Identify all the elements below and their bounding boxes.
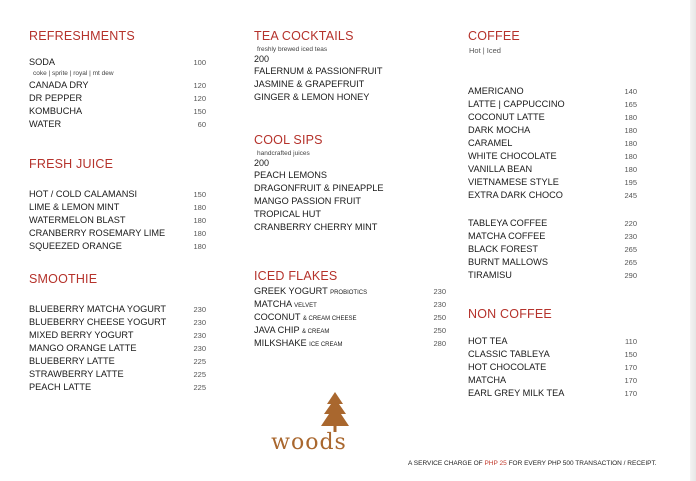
menu-item: CLASSIC TABLEYA 150 — [468, 349, 637, 359]
menu-item: MILKSHAKE ICE CREAM 280 — [254, 338, 446, 348]
group-price: 200 — [254, 54, 270, 64]
section-non-coffee — [468, 307, 637, 400]
menu-item: DR PEPPER 120 — [29, 93, 206, 103]
menu-item: TIRAMISU 290 — [468, 270, 637, 280]
menu-item: PEACH LATTE 225 — [29, 382, 206, 392]
menu-item: DRAGONFRUIT & PINEAPPLE — [254, 183, 384, 193]
menu-item: FALERNUM & PASSIONFRUIT — [254, 66, 383, 76]
menu-item: HOT / COLD CALAMANSI 150 — [29, 189, 206, 199]
menu-item: MANGO PASSION FRUIT — [254, 196, 362, 206]
menu-item: MATCHA VELVET 230 — [254, 299, 446, 309]
menu-item: BLUEBERRY MATCHA YOGURT 230 — [29, 304, 206, 314]
menu-item: DARK MOCHA 180 — [468, 125, 637, 135]
menu-item: BLUEBERRY LATTE 225 — [29, 356, 206, 366]
menu-item: JASMINE & GRAPEFRUIT — [254, 79, 365, 89]
menu-item: GINGER & LEMON HONEY — [254, 92, 370, 102]
section-iced-flakes — [254, 269, 446, 350]
menu-item: VANILLA BEAN 180 — [468, 164, 637, 174]
section-title: SMOOTHIE — [29, 272, 98, 286]
menu-item: COCONUT & CREAM CHEESE 250 — [254, 312, 446, 322]
section-tea-cocktails — [254, 29, 446, 104]
menu-item: CARAMEL 180 — [468, 138, 637, 148]
section-title: COOL SIPS — [254, 133, 323, 147]
section-refreshments — [29, 29, 206, 131]
section-cool-sips — [254, 133, 446, 234]
section-title: NON COFFEE — [468, 307, 552, 321]
menu-item: CRANBERRY CHERRY MINT — [254, 222, 378, 232]
menu-item: TABLEYA COFFEE 220 — [468, 218, 637, 228]
menu-item: LATTE | CAPPUCCINO 165 — [468, 99, 637, 109]
menu-item: WATERMELON BLAST 180 — [29, 215, 206, 225]
menu-item: WHITE CHOCOLATE 180 — [468, 151, 637, 161]
menu-item: LIME & LEMON MINT 180 — [29, 202, 206, 212]
section-subtitle: Hot | Iced — [469, 46, 501, 55]
pine-tree-moon-icon — [263, 390, 355, 434]
menu-item: MATCHA 170 — [468, 375, 637, 385]
section-title: FRESH JUICE — [29, 157, 114, 171]
menu-item: AMERICANO 140 — [468, 86, 637, 96]
menu-item: GREEK YOGURT PROBIOTICS 230 — [254, 286, 446, 296]
section-subtitle: freshly brewed iced teas — [257, 46, 328, 53]
menu-item: SQUEEZED ORANGE 180 — [29, 241, 206, 251]
menu-item: STRAWBERRY LATTE 225 — [29, 369, 206, 379]
menu-item: KOMBUCHA 150 — [29, 106, 206, 116]
section-title: REFRESHMENTS — [29, 29, 135, 43]
menu-item: PEACH LEMONS — [254, 170, 328, 180]
section-fresh-juice — [29, 157, 206, 253]
menu-item: BLUEBERRY CHEESE YOGURT 230 — [29, 317, 206, 327]
section-smoothie — [29, 272, 206, 394]
menu-item: CRANBERRY ROSEMARY LIME 180 — [29, 228, 206, 238]
logo-wordmark: woods — [271, 430, 347, 455]
menu-item: CANADA DRY 120 — [29, 80, 206, 90]
menu-item: MANGO ORANGE LATTE 230 — [29, 343, 206, 353]
menu-item: EXTRA DARK CHOCO 245 — [468, 190, 637, 200]
menu-item: HOT TEA 110 — [468, 336, 637, 346]
menu-item: BURNT MALLOWS 265 — [468, 257, 637, 267]
menu-item: MATCHA COFFEE 230 — [468, 231, 637, 241]
section-subtitle: handcrafted juices — [257, 150, 310, 157]
page-edge — [690, 0, 696, 481]
menu-item: WATER 60 — [29, 119, 206, 129]
menu-item: COCONUT LATTE 180 — [468, 112, 637, 122]
section-title: TEA COCKTAILS — [254, 29, 354, 43]
menu-item: EARL GREY MILK TEA 170 — [468, 388, 637, 398]
menu-item: HOT CHOCOLATE 170 — [468, 362, 637, 372]
menu-item: SODA 100 — [29, 57, 206, 67]
service-charge-note: A SERVICE CHARGE OF PHP 25 FOR EVERY PHP 500 TRANSACTION / RECEIPT. — [408, 460, 657, 467]
menu-item: JAVA CHIP & CREAM 250 — [254, 325, 446, 335]
menu-item: VIETNAMESE STYLE 195 — [468, 177, 637, 187]
group-price: 200 — [254, 158, 270, 168]
menu-item: TROPICAL HUT — [254, 209, 322, 219]
section-title: ICED FLAKES — [254, 269, 338, 283]
menu-item: BLACK FOREST 265 — [468, 244, 637, 254]
woods-logo — [263, 390, 355, 460]
menu-item: MIXED BERRY YOGURT 230 — [29, 330, 206, 340]
section-title: COFFEE — [468, 29, 520, 43]
section-coffee — [468, 29, 637, 282]
soda-flavors-note: coke | sprite | royal | mt dew — [33, 70, 114, 77]
